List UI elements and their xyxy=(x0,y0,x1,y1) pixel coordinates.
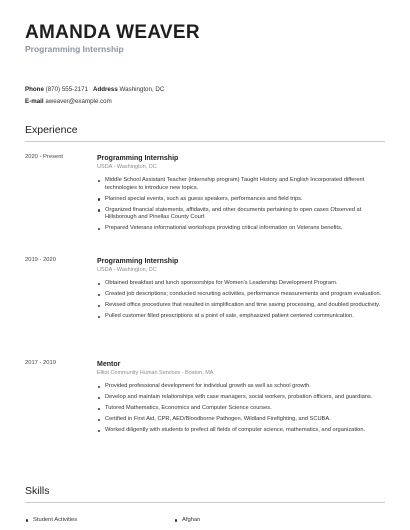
entry-title: Programming Internship xyxy=(97,258,179,265)
bullet-item: Created job descriptions; conducted recruiting activities, performance measurements and program evaluation. xyxy=(97,291,385,299)
bullet-item: Prepared Veterans informational workshops providing critical information on Veterans benefits. xyxy=(97,225,385,233)
entry-dates: 2020 - Present xyxy=(25,154,64,160)
bullet-item: Tutored Mathematics, Economics and Computer Science courses. xyxy=(97,405,385,413)
experience-heading: Experience xyxy=(25,124,78,136)
address-value: Washington, DC xyxy=(119,86,165,93)
contact-email xyxy=(25,98,112,105)
skill-item: Student Activities xyxy=(25,517,77,523)
candidate-name: AMANDA WEAVER xyxy=(25,22,200,43)
bullet-item: Planned special events, such as guess speakers, performances and field trips. xyxy=(97,196,385,204)
entry-organization: USDA - Washington, DC xyxy=(97,267,157,273)
entry-details xyxy=(97,257,385,324)
skills-heading: Skills xyxy=(25,485,50,497)
entry-organization: Elliot Community Human Services - Boston, MA xyxy=(97,370,214,376)
bullet-item: Develop and maintain relationships with case managers, social workers, probation officers, and guardians. xyxy=(97,394,385,402)
entry-dates: 2017 - 2019 xyxy=(25,360,56,366)
address-label: Address xyxy=(93,86,118,93)
email-value: aweaver@example.com xyxy=(45,98,112,105)
bullet-item: Middle School Assistant Teacher (internship program) Taught History and English Incorporated different technologies to introduce new topics. xyxy=(97,177,385,192)
skill-item: Afghan xyxy=(174,517,200,523)
entry-details xyxy=(97,154,385,236)
entry-title: Programming Internship xyxy=(97,155,179,162)
entry-details xyxy=(97,360,385,438)
contact-phone xyxy=(25,86,88,93)
entry-bullets xyxy=(97,383,385,435)
entry-bullets xyxy=(97,280,385,321)
email-label: E-mail xyxy=(25,98,44,105)
bullet-item: Organized financial statements, affidavits, and other documents pertaining to open cases Observed at Hillsborough and Pinellas County Court xyxy=(97,207,385,222)
skills-divider xyxy=(25,502,385,503)
bullet-item: Certified in First Aid, CPR, AED/Bloodborne Pathogen, Wildland Firefighting, and SCUBA. xyxy=(97,416,385,424)
bullet-item: Revised office procedures that resulted in simplification and time saving processing, and doubled productivity. xyxy=(97,302,385,310)
entry-organization: USDA - Washington, DC xyxy=(97,164,157,170)
bullet-item: Pulled customer filled prescriptions at a point of sale, emphasized patient centered communication. xyxy=(97,313,385,321)
entry-title: Mentor xyxy=(97,361,121,368)
entry-dates: 2019 - 2020 xyxy=(25,257,56,263)
candidate-title: Programming Internship xyxy=(25,44,124,54)
phone-value: (870) 555-2171 xyxy=(45,86,88,93)
phone-label: Phone xyxy=(25,86,44,93)
contact-address xyxy=(93,86,164,93)
experience-divider xyxy=(25,141,385,142)
bullet-item: Provided professional development for individual growth as well as school growth. xyxy=(97,383,385,391)
bullet-item: Worked diligently with students to prefect all fields of computer science, mathematics, and organization. xyxy=(97,427,385,435)
entry-bullets xyxy=(97,177,385,233)
bullet-item: Obtained breakfast and lunch sponsorships for Women's Leadership Development Program. xyxy=(97,280,385,288)
